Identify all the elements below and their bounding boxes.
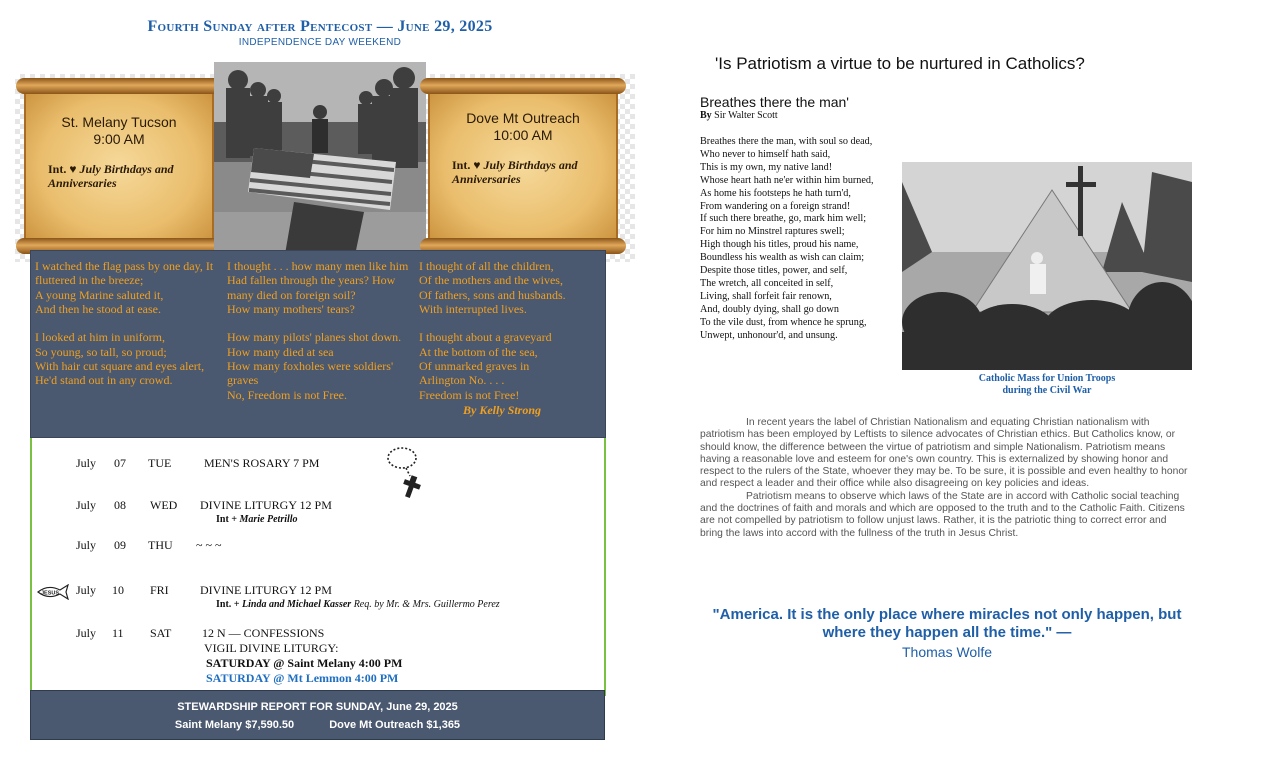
schedule-intention [216,514,298,525]
schedule-weekday: WED [150,498,178,512]
schedule-month: July [76,498,97,512]
intention-label: Int. [216,599,232,610]
scroll-dove-mt [428,78,618,254]
intention-label: Int [216,514,229,525]
intention-requester: Req. by Mr. & Mrs. Guillermo Perez [353,599,500,610]
schedule-weekday: FRI [150,583,169,597]
scroll-left-int-text: July Birthdays and Anniversaries [48,162,174,190]
weekly-schedule [30,438,606,696]
ichthys-fish-icon [36,584,70,600]
scroll-right-parish: Dove Mt Outreach [466,110,580,126]
schedule-event: 12 N — CONFESSIONS [202,626,325,640]
poem-column-3: I thought of all the children, Of the mothers and the wives, Of fathers, sons and husbands. With interrupted lives. I thought about a graveyard At the bottom of the sea, Of unmarked graves in Arlington No. . . . Freedom is not Free! [419,259,566,402]
intention-name: + Marie Petrillo [231,514,298,525]
scroll-right-intention [452,158,608,186]
rosary-icon [384,444,426,498]
schedule-weekday: SAT [150,626,172,640]
essay-paragraph-2: Patriotism means to observe which laws of the State are in accord with Catholic social teaching and the doctrines of faith and morals and which are opposed to the truth and to the Catholic Faith. Citizens are not compelled by patriotism to follow unjust laws. Rather, it is the patriotic thing to correct error and bring the laws into accord with the fullness of the truth in Jesus Christ. [700,490,1185,539]
scroll-left-intention [48,162,204,190]
schedule-event-line3: SATURDAY @ Saint Melany 4:00 PM [206,656,403,670]
scroll-left-int-label: Int. ♥ [48,162,77,176]
wolfe-quote-author: Thomas Wolfe [902,644,992,660]
stewardship-saint-melany: Saint Melany $7,590.50 [174,719,295,731]
schedule-month: July [76,626,97,640]
poem-column-2: I thought . . . how many men like him Had fallen through the years? How many died on foreign soil? How many mothers' tears? How many pilots' planes shot down. How many died at sea How many foxholes were soldiers' graves No, Freedom is not Free. [227,259,409,402]
poem-panel [30,250,606,438]
poem-author: By Kelly Strong [463,403,542,417]
schedule-event: MEN'S ROSARY 7 PM [204,456,320,470]
bulletin-title: Fourth Sunday after Pentecost — June 29, 2025 [147,18,493,35]
schedule-intention [216,599,500,610]
schedule-event-line2: VIGIL DIVINE LITURGY: [204,641,339,655]
scott-poem-byline [700,110,778,121]
schedule-event: DIVINE LITURGY 12 PM [200,498,332,512]
article-heading: 'Is Patriotism a virtue to be nurtured in Catholics? [715,54,1085,73]
scroll-left-time: 9:00 AM [93,131,145,147]
schedule-month: July [76,583,97,597]
schedule-day: 10 [112,583,124,597]
schedule-event: ~ ~ ~ [196,538,222,552]
schedule-event-line4: SATURDAY @ Mt Lemmon 4:00 PM [206,671,399,685]
civil-war-mass-illustration [902,162,1192,370]
civil-war-mass-photo [902,162,1192,370]
mass-photo-caption [902,373,1192,397]
scroll-right-int-text: July Birthdays and Anniversaries [452,158,578,186]
stewardship-dove-mt: Dove Mt Outreach $1,365 [329,719,461,731]
schedule-month: July [76,538,97,552]
byline-author: Sir Walter Scott [714,110,778,121]
schedule-weekday: TUE [148,456,172,470]
caption-line-2: during the Civil War [1002,385,1092,396]
schedule-event: DIVINE LITURGY 12 PM [200,583,332,597]
patriotism-essay [700,417,1192,540]
schedule-day: 08 [114,498,126,512]
stewardship-report [30,690,605,740]
soldiers-flag-illustration [214,62,426,260]
bulletin-subtitle: INDEPENDENCE DAY WEEKEND [238,37,402,48]
essay-paragraph-1: In recent years the label of Christian Nationalism and equating Christian nationalism with patriotism has been employed by Leftists to silence advocates of Christian ethics. But Catholics know, or should know, the difference between the virtue of patriotism and simple Nationalism. Patriotism means having a reasonable love and esteem for one's own country. This is externalized by showing honor and respect to the rulers of the State, whoever they may be. To be sure, it is possible and even healthy to honor and respect a leader and their office while also disagreeing on key policies and ideas. [700,417,1188,490]
scroll-right-time: 10:00 AM [493,127,553,143]
schedule-month: July [76,456,97,470]
byline-label: By [700,110,712,121]
schedule-weekday: THU [148,538,173,552]
caption-line-1: Catholic Mass for Union Troops [978,373,1116,384]
scott-poem-title: Breathes there the man' [700,94,849,110]
scroll-right-int-label: Int. ♥ [452,158,481,172]
scroll-left-parish: St. Melany Tucson [61,114,177,130]
fish-label: JESUS [40,590,60,597]
schedule-day: 07 [114,456,126,470]
soldiers-flag-photo [214,62,426,260]
schedule-day: 09 [114,538,126,552]
scroll-st-melany [24,78,214,254]
stewardship-amounts [31,719,604,731]
scott-poem-text: Breathes there the man, with soul so dead, Who never to himself hath said, This is my own, my native land! Whose heart hath ne'er within him burned, As home his footsteps he hath turn'd, From wandering on a foreign strand! If such there breathe, go, mark him well; For him no Minstrel raptures swell; High though his titles, proud his name, Boundless his wealth as wish can claim; Despite those titles, power, and self, The wretch, all conceited in self, Living, shall forfeit fair renown, And, doubly dying, shall go down To the vile dust, from whence he sprung, Unwept, unhonour'd, and unsung. [700,136,874,341]
stewardship-title: STEWARDSHIP REPORT FOR SUNDAY, June 29, 2025 [177,701,458,713]
schedule-day: 11 [112,626,124,640]
poem-column-1: I watched the flag pass by one day, It fluttered in the breeze; A young Marine saluted it, And then he stood at ease. I looked at him in uniform, So young, so tall, so proud; With hair cut square and eyes alert, He'd stand out in any crowd. [35,259,214,388]
intention-name: + Linda and Michael Kasser [233,599,352,610]
wolfe-quote: "America. It is the only place where miracles not only happen, but where they happen all the time." — [712,606,1182,641]
